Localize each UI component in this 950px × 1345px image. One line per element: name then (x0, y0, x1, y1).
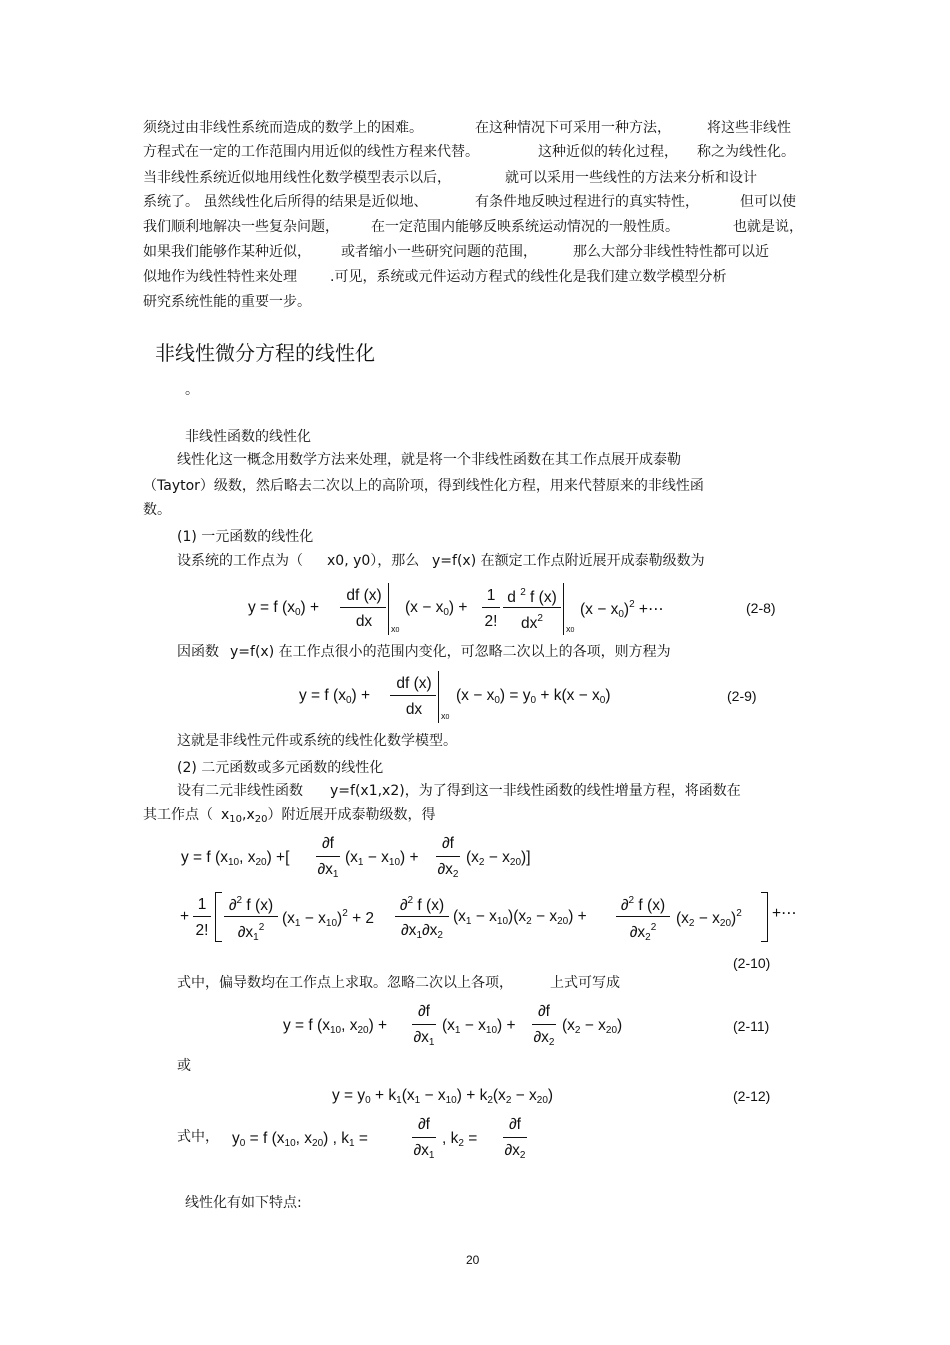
intro-line-7a: 似地作为线性特性来处理 (143, 269, 297, 285)
intro-line-1b: 在这种情况下可采用一种方法， (475, 120, 671, 136)
equation-2-8-number: (2-8) (746, 600, 776, 616)
part1-line-1a: 设系统的工作点为（ (177, 553, 303, 569)
equation-2-11-number: (2-11) (733, 1018, 770, 1034)
part1-line-1c: y=f(x) 在额定工作点附近展开成泰勒级数为 (432, 553, 705, 569)
part2-line-1b: y=f(x1,x2)，为了得到这一非线性函数的线性增量方程，将函数在 (330, 783, 741, 799)
intro-line-2b: 这种近似的转化过程， (538, 144, 678, 160)
intro-line-5c: 也就是说， (733, 219, 803, 235)
sub-title: 非线性函数的线性化 (185, 429, 311, 445)
intro-line-4a: 系统了。 虽然线性化后所得的结果是近似地、 (143, 194, 428, 210)
intro-line-1a: 须绕过由非线性系统而造成的数学上的困难。 (143, 120, 423, 136)
stray-dot: 。 (185, 382, 199, 398)
p1-line-2: （Taytor）级数，然后略去二次以上的高阶项，得到线性化方程，用来代替原来的非线性函 (143, 478, 704, 494)
intro-line-6b: 或者缩小一些研究问题的范围， (341, 244, 537, 260)
where-label: 式中， (177, 1129, 219, 1145)
equation-2-10-number: (2-10) (733, 955, 771, 971)
intro-line-5b: 在一定范围内能够反映系统运动情况的一般性质。 (371, 219, 679, 235)
or-text: 或 (177, 1058, 191, 1074)
equation-2-9-number: (2-9) (727, 688, 757, 704)
part1-heading: (1) 一元函数的线性化 (177, 529, 314, 545)
part2-line-3b: 上式可写成 (550, 975, 620, 991)
intro-line-3a: 当非线性系统近似地用线性化数学模型表示以后， (143, 170, 451, 186)
intro-line-1c: 将这些非线性 (707, 120, 791, 136)
section-title: 非线性微分方程的线性化 (155, 341, 375, 365)
intro-line-8: 研究系统性能的重要一步。 (143, 294, 311, 310)
page-number: 20 (466, 1253, 480, 1267)
intro-line-4c: 但可以使 (740, 194, 796, 210)
part2-line-3: 式中，偏导数均在工作点上求取。忽略二次以上各项， (177, 975, 513, 991)
intro-line-6c: 那么大部分非线性特性都可以近 (573, 244, 769, 260)
p1-line-3: 数。 (143, 502, 171, 518)
p1-line-1: 线性化这一概念用数学方法来处理，就是将一个非线性函数在其工作点展开成泰勒 (177, 452, 681, 468)
part1-line-2b: y=f(x) 在工作点很小的范围内变化，可忽略二次以上的各项，则方程为 (230, 644, 671, 660)
equation-2-12-number: (2-12) (733, 1088, 771, 1104)
intro-line-4b: 有条件地反映过程进行的真实特性， (475, 194, 699, 210)
part1-line-1b: x0, y0），那么 (327, 553, 420, 569)
features-line: 线性化有如下特点: (185, 1195, 302, 1211)
intro-line-3b: 就可以采用一些线性的方法来分析和设计 (505, 170, 757, 186)
intro-line-6a: 如果我们能够作某种近似， (143, 244, 311, 260)
intro-line-2c: 称之为线性化。 (697, 144, 795, 160)
intro-line-7b: .可见，系统或元件运动方程式的线性化是我们建立数学模型分析 (330, 269, 727, 285)
intro-line-2a: 方程式在一定的工作范围内用近似的线性方程来代替。 (143, 144, 479, 160)
part2-line-2: 其工作点（ $x_{10},x_{20}$）附近展开成泰勒级数，得 (143, 807, 436, 825)
part1-line-2a: 因函数 (177, 644, 219, 660)
part2-line-1a: 设有二元非线性函数 (177, 783, 303, 799)
part1-line-3: 这就是非线性元件或系统的线性化数学模型。 (177, 733, 457, 749)
part2-heading: (2) 二元函数或多元函数的线性化 (177, 760, 384, 776)
intro-line-5a: 我们顺利地解决一些复杂问题， (143, 219, 339, 235)
